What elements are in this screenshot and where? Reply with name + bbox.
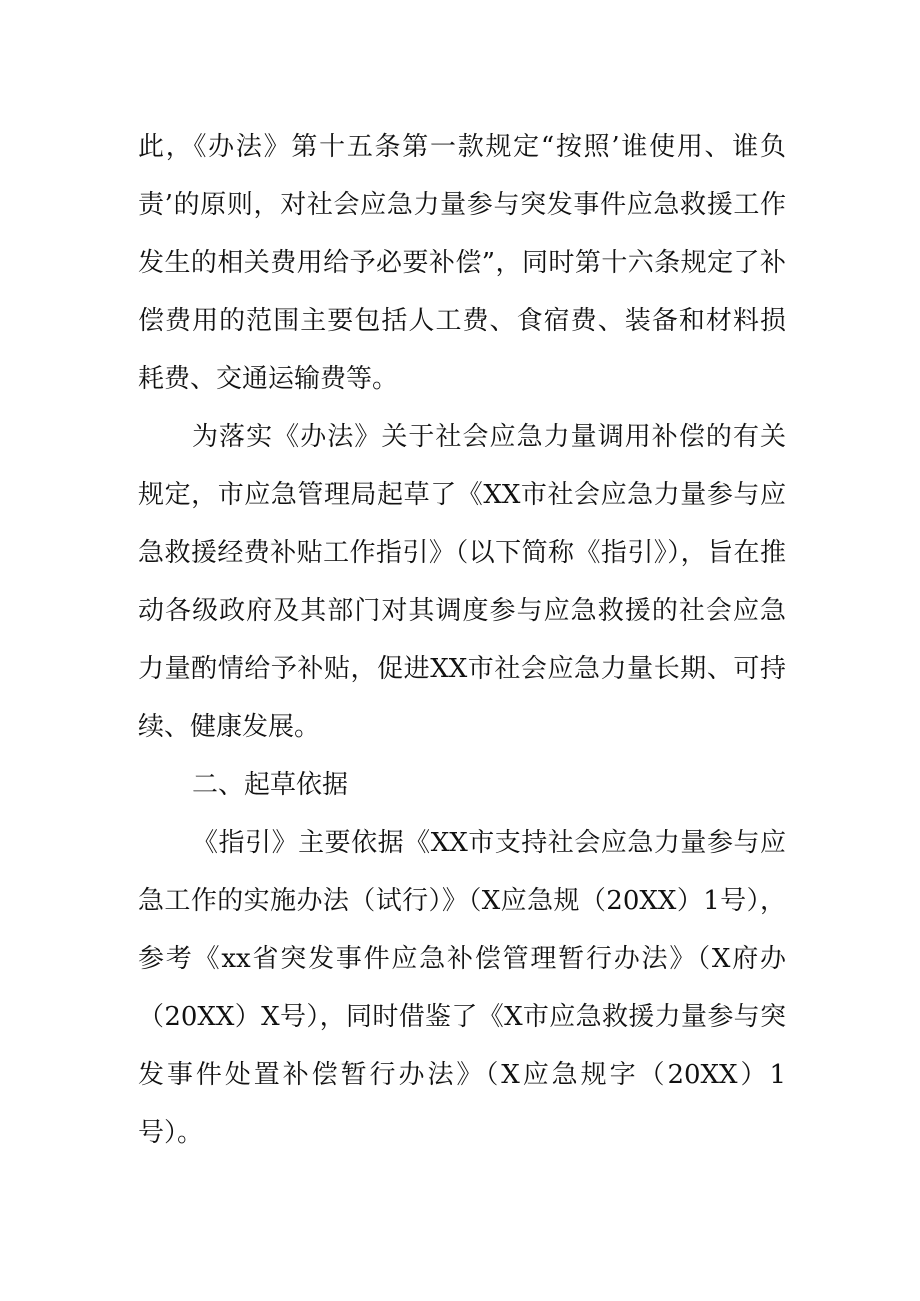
paragraph-drafting-purpose: 为落实《办法》关于社会应急力量调用补偿的有关规定，市应急管理局起草了《XX市社会应急力量参与应急救援经费补贴工作指引》（以下简称《指引》），旨在推动各级政府及其部门对其调度参与应急救援的社会应急力量酌情给予补贴，促进XX市社会应急力量长期、可持续、健康发展。 xyxy=(138,422,786,742)
section-heading-drafting-basis: 二、起草依据 xyxy=(192,770,349,800)
paragraph-compensation-scope: 此，《办法》第十五条第一款规定“按照’谁使用、谁负责’的原则，对社会应急力量参与突发事件应急救援工作发生的相关费用给予必要补偿”，同时第十六条规定了补偿费用的范围主要包括人工费、食宿费、装备和材料损耗费、交通运输费等。 xyxy=(138,132,786,394)
document-body xyxy=(138,118,786,1162)
paragraph-drafting-basis: 《指引》主要依据《XX市支持社会应急力量参与应急工作的实施办法（试行）》（X应急规（20XX）1号），参考《xx省突发事件应急补偿管理暂行办法》（X府办（20XX）X号），同时借鉴了《X市应急救援力量参与突发事件处置补偿暂行办法》（X应急规字（20XX）1号）。 xyxy=(138,828,786,1148)
